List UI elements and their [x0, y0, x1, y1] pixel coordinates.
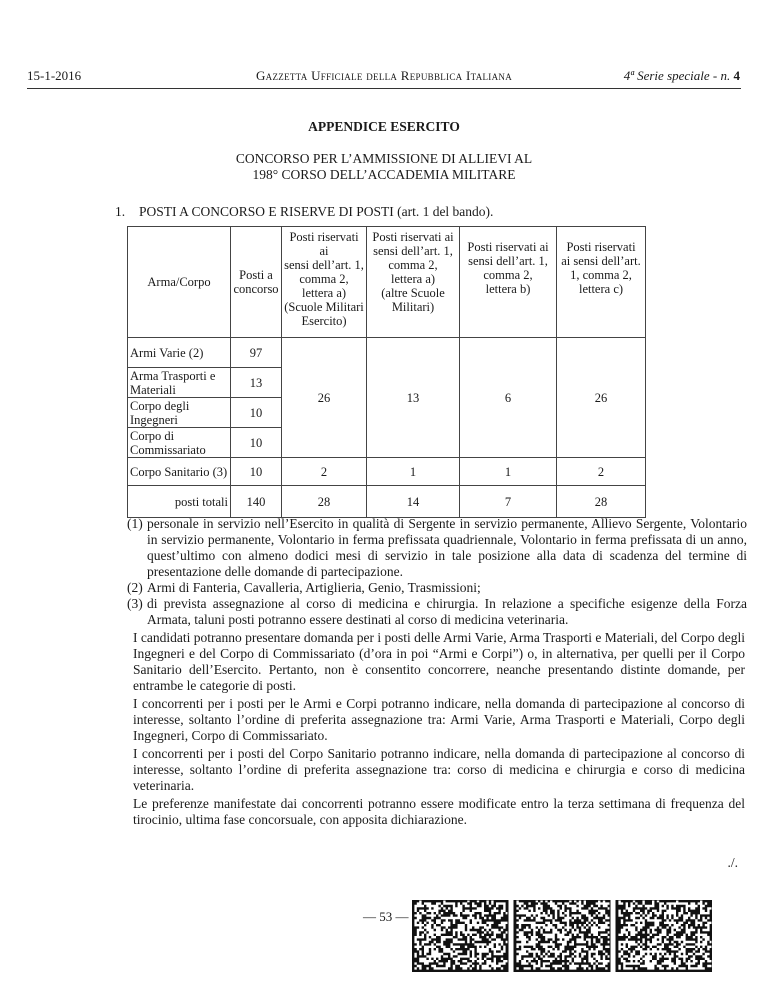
group-reserved-b: 6	[460, 338, 557, 458]
footnote-label: (2)	[127, 580, 143, 595]
concorso-title-line-2: 198° CORSO DELL’ACCADEMIA MILITARE	[252, 167, 516, 182]
paragraph: I concorrenti per i posti per le Armi e Corpi potranno indicare, nella domanda di partecipazione al concorso di interesse, soltanto l’ordine di preferita assegnazione tra: Armi Varie, Arma Trasporti e Materiali, Corpo degli Ingegneri, Corpo di Commissariato.	[133, 696, 745, 743]
totals-value: 7	[460, 486, 557, 518]
header-cell: Posti riservati ai sensi dell’art. 1, comma 2, lettera c)	[557, 227, 646, 338]
footnotes	[127, 516, 747, 628]
arma-name: Corpo di Commissariato	[128, 428, 231, 458]
concorso-title-line-1: CONCORSO PER L’AMMISSIONE DI ALLIEVI AL	[235, 151, 533, 166]
footnote	[127, 580, 747, 596]
table-header-row	[128, 227, 646, 338]
paragraph: Le preferenze manifestate dai concorrenti potranno essere modificate entro la terza settimana di frequenza del tirocinio, ultima fase concorsuale, con apposita dichiarazione.	[133, 796, 745, 827]
datamatrix-codes	[412, 900, 712, 972]
datamatrix-block	[412, 900, 508, 972]
header-date: 15-1-2016	[27, 68, 82, 83]
reserved-value: 1	[460, 458, 557, 486]
reserved-value: 2	[557, 458, 646, 486]
arma-name: Arma Trasporti e Materiali	[128, 368, 231, 398]
footnote	[127, 596, 747, 628]
group-reserved-a-other: 13	[367, 338, 460, 458]
issue-number: 4	[733, 68, 740, 83]
body-text	[133, 630, 745, 828]
gazette-title: Gazzetta Ufficiale della Repubblica Italiana	[255, 68, 512, 83]
reserved-value: 1	[367, 458, 460, 486]
table-totals-row	[128, 486, 646, 518]
section-heading	[115, 204, 493, 220]
concorso-title	[0, 151, 768, 183]
posti-value: 10	[231, 398, 282, 428]
header-cell: Posti riservati ai sensi dell’art. 1, comma 2, lettera a) (altre Scuole Militari)	[367, 227, 460, 338]
appendix-title: APPENDICE ESERCITO	[308, 119, 460, 134]
totals-value: 28	[282, 486, 367, 518]
header-cell: Posti a concorso	[231, 227, 282, 338]
header-cell: Arma/Corpo	[128, 227, 231, 338]
header-divider	[27, 88, 741, 89]
continuation-mark: ./.	[727, 855, 738, 870]
issue-label	[624, 68, 740, 84]
footnote-label: (3)	[127, 596, 143, 611]
header-cell: Posti riservati ai sensi dell’art. 1, comma 2, lettera a) (Scuole Militari Esercito)	[282, 227, 367, 338]
footnote-text: di prevista assegnazione al corso di medicina e chirurgia. In relazione a specifiche esigenze della Forza Armata, taluni posti potranno essere destinati al corso di medicina veterinaria.	[147, 596, 747, 627]
arma-name: Armi Varie (2)	[128, 338, 231, 368]
group-reserved-a-military: 26	[282, 338, 367, 458]
paragraph: I candidati potranno presentare domanda per i posti delle Armi Varie, Arma Trasporti e Materiali, del Corpo degli Ingegneri e del Corpo di Commissariato (d’ora in poi “Armi e Corpi”) o, in alternativa, per quelli per il Corpo Sanitario dell’Esercito. Pertanto, non è consentito concorrere, neanche presentando distinte domande, per entrambe le categorie di posti.	[133, 630, 745, 693]
section-number: 1.	[115, 204, 126, 219]
paragraph: I concorrenti per i posti del Corpo Sanitario potranno indicare, nella domanda di partecipazione al concorso di interesse, soltanto l’ordine di preferita assegnazione tra: corso di medicina e chirurgia e corso di medicina veterinaria.	[133, 746, 745, 793]
posti-value: 10	[231, 428, 282, 458]
table-row	[128, 458, 646, 486]
issue-prefix: 4ª Serie speciale - n.	[623, 68, 734, 83]
totals-value: 140	[231, 486, 282, 518]
footnote	[127, 516, 747, 580]
posti-value: 10	[231, 458, 282, 486]
totals-value: 28	[557, 486, 646, 518]
footnote-text: Armi di Fanteria, Cavalleria, Artiglieria, Genio, Trasmissioni;	[147, 580, 481, 595]
posti-value: 97	[231, 338, 282, 368]
table-row	[128, 338, 646, 368]
datamatrix-block	[514, 900, 610, 972]
totals-value: 14	[367, 486, 460, 518]
footnote-label: (1)	[127, 516, 143, 531]
totals-label: posti totali	[128, 486, 231, 518]
datamatrix-block	[616, 900, 712, 972]
page-number: — 53 —	[363, 909, 409, 924]
reserved-value: 2	[282, 458, 367, 486]
arma-name: Corpo degli Ingegneri	[128, 398, 231, 428]
posti-value: 13	[231, 368, 282, 398]
group-reserved-c: 26	[557, 338, 646, 458]
section-title: POSTI A CONCORSO E RISERVE DI POSTI (art. 1 del bando).	[139, 204, 494, 219]
footnote-text: personale in servizio nell’Esercito in qualità di Sergente in servizio permanente, Allievo Sergente, Volontario in servizio permanente, Volontario in ferma prefissata quadriennale, Volontario in ferma prefissata di un anno, quest’ultimo con almeno dodici mesi di servizio in tale posizione alla data di scadenza del termine di presentazione delle domande di partecipazione.	[147, 516, 747, 579]
posts-table	[127, 226, 646, 518]
header-cell: Posti riservati ai sensi dell’art. 1, comma 2, lettera b)	[460, 227, 557, 338]
arma-name: Corpo Sanitario (3)	[128, 458, 231, 486]
